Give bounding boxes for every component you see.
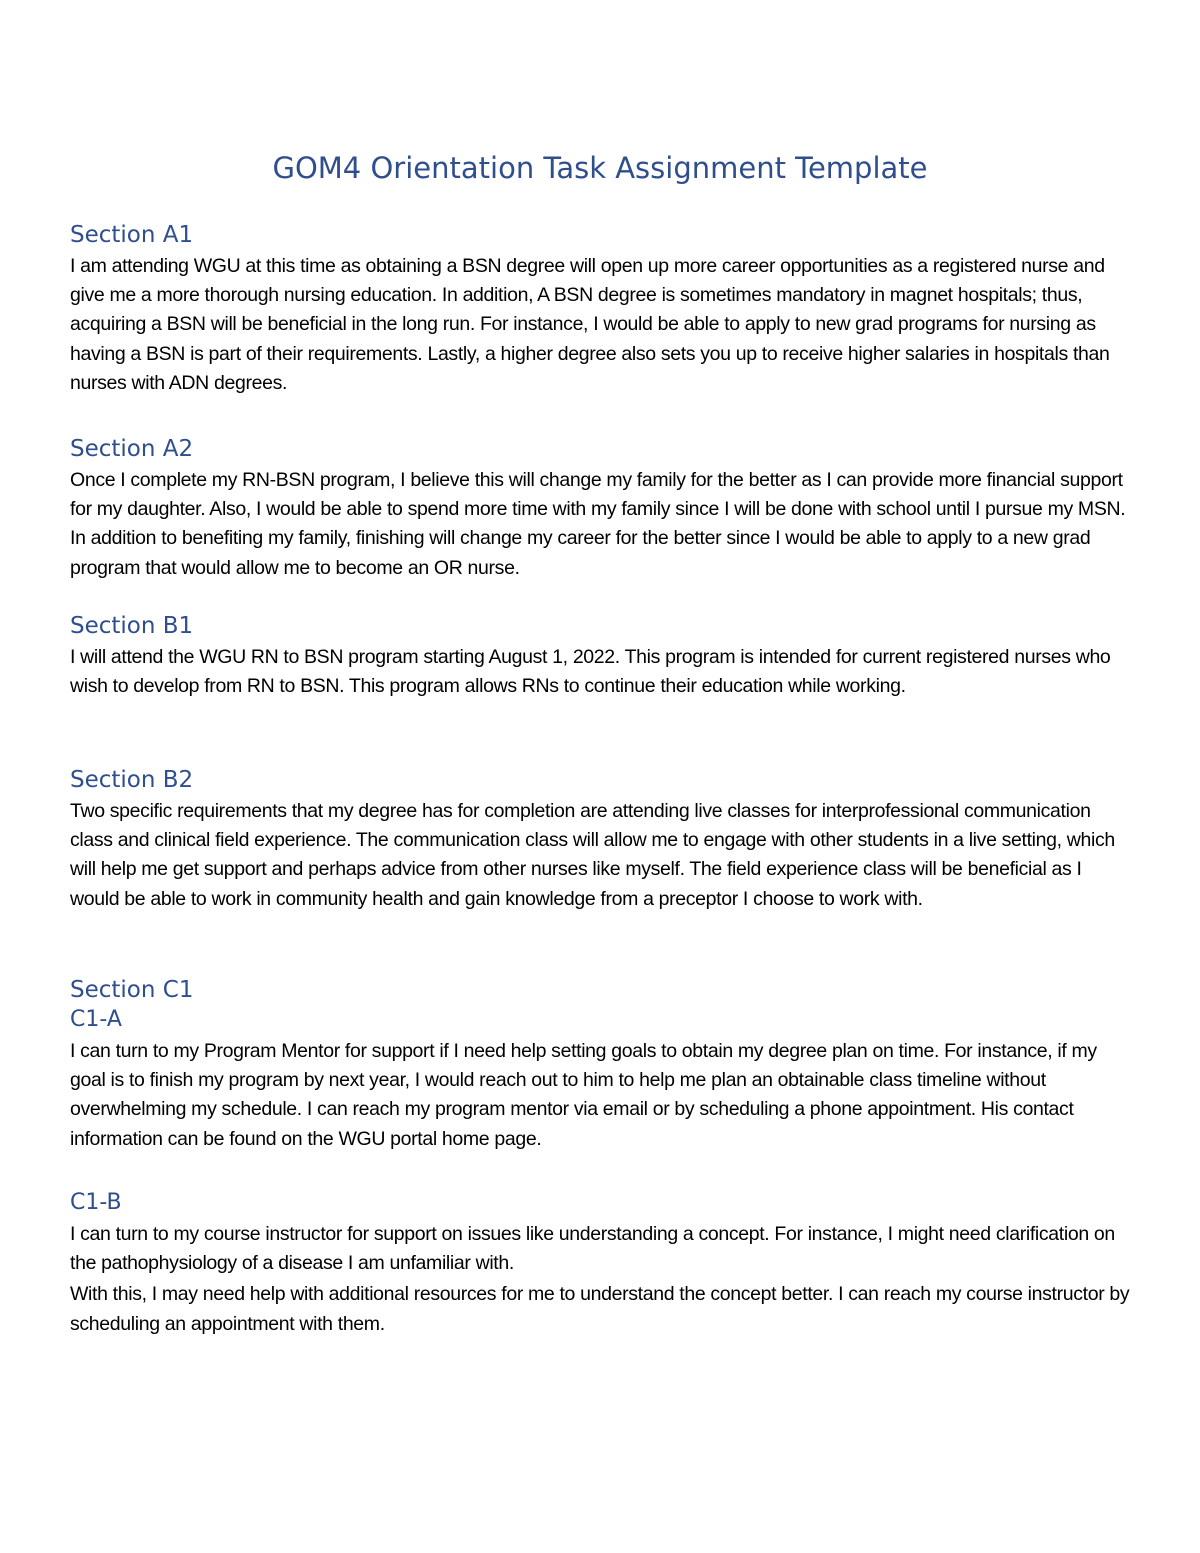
section-b2-text: Two specific requirements that my degree has for completion are attending live classes for interprofessional communication class and clinical field experience. The communication class will allow me to engage with other students in a live setting, which will help me get support and perhaps advice from other nurses like myself. The field experience class will be beneficial as I would be able to work in community health and gain knowledge from a preceptor I choose to work with.	[70, 800, 1115, 910]
section-c1-b-text-1: I can turn to my course instructor for support on issues like understanding a concept. For instance, I might need clarification on the pathophysiology of a disease I am unfamiliar with.	[70, 1223, 1115, 1275]
section-a2	[70, 434, 1132, 583]
section-c1-b	[70, 1188, 1132, 1339]
section-c1-b-heading: C1-B	[70, 1190, 122, 1215]
section-b1-text: I will attend the WGU RN to BSN program starting August 1, 2022. This program is intended for current registered nurses who wish to develop from RN to BSN. This program allows RNs to continue their education while working.	[70, 646, 1111, 698]
section-b1-heading: Section B1	[70, 613, 194, 639]
section-c1	[70, 975, 1132, 1154]
section-b1	[70, 611, 1132, 701]
section-c1-heading: Section C1	[70, 977, 194, 1003]
section-b2-heading: Section B2	[70, 767, 194, 793]
section-c1-b-text-2: With this, I may need help with additional resources for me to understand the concept better. I can reach my course instructor by scheduling an appointment with them.	[70, 1283, 1130, 1335]
section-c1-a-text: I can turn to my Program Mentor for support if I need help setting goals to obtain my degree plan on time. For instance, if my goal is to finish my program by next year, I would reach out to him to help me plan an obtainable class timeline without overwhelming my schedule. I can reach my program mentor via email or by scheduling a phone appointment. His contact information can be found on the WGU portal home page.	[70, 1040, 1097, 1150]
document-title: GOM4 Orientation Task Assignment Template	[272, 151, 928, 185]
section-a1-text: I am attending WGU at this time as obtaining a BSN degree will open up more career opportunities as a registered nurse and give me a more thorough nursing education. In addition, A BSN degree is sometimes mandatory in magnet hospitals; thus, acquiring a BSN will be beneficial in the long run. For instance, I would be able to apply to new grad programs for nursing as having a BSN is part of their requirements. Lastly, a higher degree also sets you up to receive higher salaries in hospitals than nurses with ADN degrees.	[70, 255, 1110, 394]
section-b2	[70, 765, 1132, 914]
section-a2-text: Once I complete my RN-BSN program, I believe this will change my family for the better as I can provide more financial support for my daughter. Also, I would be able to spend more time with my family since I will be done with school until I pursue my MSN. In addition to benefiting my family, finishing will change my career for the better since I would be able to apply to a new grad program that would allow me to become an OR nurse.	[70, 469, 1126, 579]
section-c1-a-heading: C1-A	[70, 1007, 122, 1032]
section-a1	[70, 220, 1132, 398]
section-a2-heading: Section A2	[70, 436, 194, 462]
section-a1-heading: Section A1	[70, 222, 194, 248]
